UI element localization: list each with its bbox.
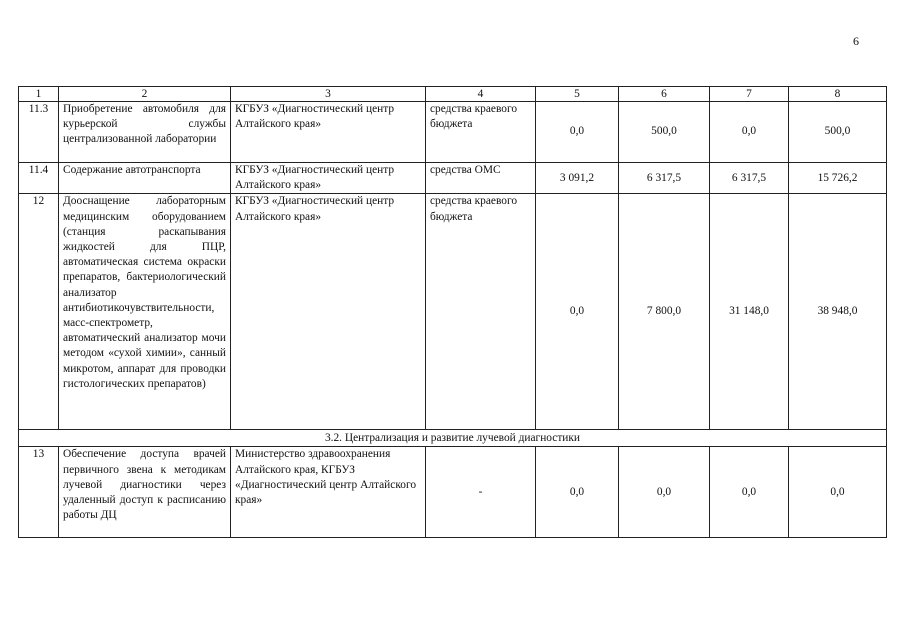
column-header: 7: [710, 87, 789, 102]
executor: Министерство здравоохранения Алтайского края, КГБУЗ «Диагностический центр Алтайского края»: [231, 447, 426, 538]
table-row: [19, 447, 887, 538]
budget-table: [18, 86, 887, 538]
value-col8: 15 726,2: [789, 163, 887, 194]
table-row: [19, 163, 887, 194]
value-col5: 0,0: [536, 447, 619, 538]
table-row: [19, 102, 887, 163]
value-col8: 38 948,0: [789, 194, 887, 430]
row-number: 12: [19, 194, 59, 430]
value-col6: 0,0: [619, 447, 710, 538]
funding-source: средства краевого бюджета: [426, 194, 536, 430]
value-col7: 31 148,0: [710, 194, 789, 430]
page-number: 6: [853, 34, 859, 48]
value-col8: 500,0: [789, 102, 887, 163]
column-header: 1: [19, 87, 59, 102]
column-header: 8: [789, 87, 887, 102]
value-col5: 0,0: [536, 194, 619, 430]
value-col6: 500,0: [619, 102, 710, 163]
executor: КГБУЗ «Диагностический центр Алтайского края»: [231, 194, 426, 430]
value-col5: 0,0: [536, 102, 619, 163]
executor: КГБУЗ «Диагностический центр Алтайского края»: [231, 102, 426, 163]
value-col7: 6 317,5: [710, 163, 789, 194]
row-number: 11.3: [19, 102, 59, 163]
row-number: 11.4: [19, 163, 59, 194]
column-number-row: [19, 87, 887, 102]
funding-source: -: [426, 447, 536, 538]
executor: КГБУЗ «Диагностический центр Алтайского края»: [231, 163, 426, 194]
value-col8: 0,0: [789, 447, 887, 538]
column-header: 4: [426, 87, 536, 102]
value-col5: 3 091,2: [536, 163, 619, 194]
table-row: [19, 194, 887, 430]
funding-source: средства ОМС: [426, 163, 536, 194]
value-col6: 7 800,0: [619, 194, 710, 430]
section-row: [19, 430, 887, 447]
value-col6: 6 317,5: [619, 163, 710, 194]
section-title: 3.2. Централизация и развитие лучевой диагностики: [19, 430, 887, 447]
measure-name: Дооснащение лабораторным медицинским оборудованием (станция раскапывания жидкостей для ПЦР, автоматическая система окраски препаратов, бактериологический анализатор антибиотикочувствительности, масс-спектрометр, автоматический анализатор мочи методом «сухой химии», санный микротом, аппарат для проводки гистологических препаратов): [59, 194, 231, 430]
value-col7: 0,0: [710, 447, 789, 538]
column-header: 2: [59, 87, 231, 102]
measure-name: Обеспечение доступа врачей первичного звена к методикам лучевой диагностики через удаленный доступ к расписанию работы ДЦ: [59, 447, 231, 538]
column-header: 6: [619, 87, 710, 102]
value-col7: 0,0: [710, 102, 789, 163]
measure-name: Приобретение автомобиля для курьерской службы централизованной лаборатории: [59, 102, 231, 163]
row-number: 13: [19, 447, 59, 538]
measure-name: Содержание автотранспорта: [59, 163, 231, 194]
funding-source: средства краевого бюджета: [426, 102, 536, 163]
column-header: 5: [536, 87, 619, 102]
column-header: 3: [231, 87, 426, 102]
